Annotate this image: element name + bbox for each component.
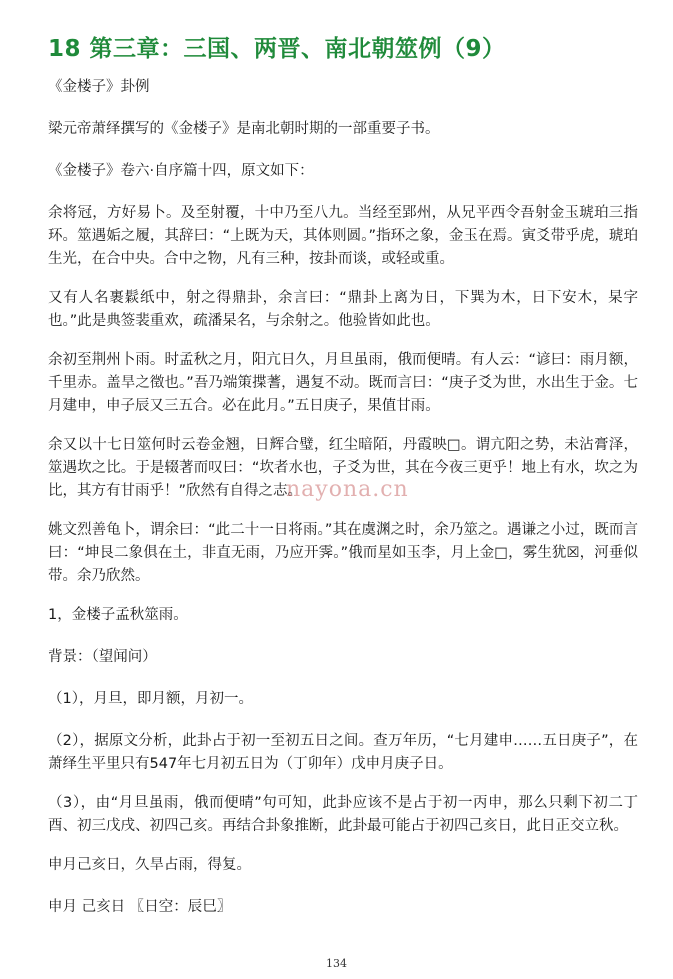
paragraph-source: 《金楼子》卷六·自序篇十四，原文如下： (48, 163, 314, 179)
paragraph-summary: 申月己亥日，久旱占雨，得复。 (48, 857, 251, 873)
paragraph-original-4: 余又以十七日筮何时云卷金翘，日辉合璧，红尘暗陌，丹霞映□。谓亢阳之势，未沾膏泽，筮遇坎之比。于是辍著而叹曰：“坎者水也，子爻为世，其在今夜三更乎！地上有水，坎之为比，其方有甘雨乎！”欣然有自得之志。 (48, 437, 638, 499)
paragraph-original-2: 又有人名裹鬏纸中，射之得鼎卦，余言曰：“鼎卦上离为日，下巽为木，日下安木，杲字也。”此是典签裴重欢，疏潘杲名，与余射之。他验皆如此也。 (48, 290, 638, 329)
paragraph-original-3: 余初至荆州卜雨。时孟秋之月，阳亢日久，月旦虽雨，俄而便晴。有人云：“谚曰：雨月额，千里赤。盖旱之徵也。”吾乃端策揲蓍，遇复不动。既而言曰：“庚子爻为世，水出生于金。七月建申，申子辰又三五合。必在此月。”五日庚子，果值甘雨。 (48, 352, 638, 414)
watermark: nayona.cn (286, 477, 409, 502)
page-number: 134 (326, 957, 347, 970)
paragraph-note-2: （2），据原文分析，此卦占于初一至初五日之间。查万年历，“七月建申……五日庚子”，在萧绎生平里只有547年七月初五日为（丁卯年）戊申月庚子日。 (48, 733, 638, 772)
paragraph-note-3: （3），由“月旦虽雨，俄而便晴”句可知，此卦应该不是占于初一丙申，那么只剩下初二丁酉、初三戊戌、初四己亥。再结合卦象推断，此卦最可能占于初四己亥日，此日正交立秋。 (48, 795, 638, 834)
body-text (48, 76, 638, 938)
paragraph-case-heading: 1，金楼子孟秋筮雨。 (48, 607, 188, 623)
paragraph-note-1: （1），月旦，即月额，月初一。 (48, 691, 253, 707)
paragraph-background: 背景：（望闻问） (48, 649, 157, 665)
paragraph-original-1: 余将冠，方好易卜。及至射覆，十中乃至八九。当经至郢州，从兄平西令吾射金玉琥珀三指环。筮遇姤之履，其辞曰：“上既为天，其体则圆。”指环之象，金玉在焉。寅爻带乎虎，琥珀生光，在合中央。合中之物，凡有三种，按卦而谈，或轻或重。 (48, 205, 638, 267)
paragraph-hexagram-date: 申月 己亥日 〖日空：辰巳〗 (48, 899, 232, 915)
paragraph-original-5: 姚文烈善龟卜，谓余曰：“此二十一日将雨。”其在虞渊之时，余乃筮之。遇谦之小过，既而言曰：“坤艮二象俱在土，非直无雨，乃应开霁。”俄而星如玉李，月上金□，雾生犹☒，河垂似带。余乃欣然。 (48, 522, 638, 584)
paragraph-heading-example: 《金楼子》卦例 (48, 79, 150, 95)
paragraph-intro: 梁元帝萧绎撰写的《金楼子》是南北朝时期的一部重要子书。 (48, 121, 440, 137)
chapter-title: 18 第三章：三国、两晋、南北朝筮例（9） (48, 36, 506, 62)
